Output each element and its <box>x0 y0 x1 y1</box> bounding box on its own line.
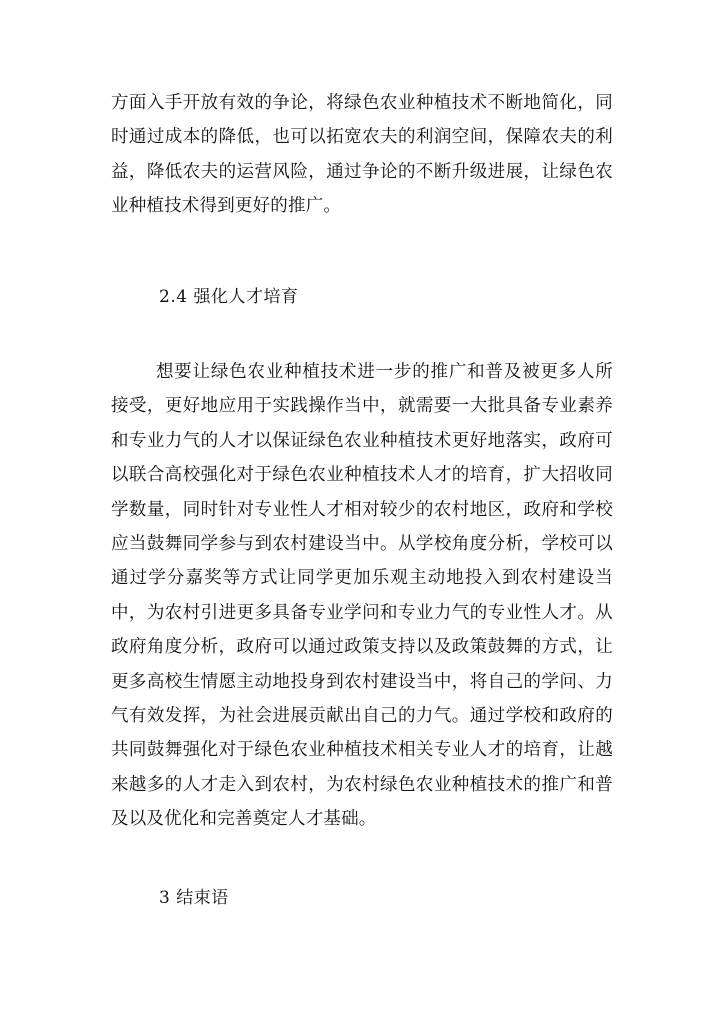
section-heading-3: 3 结束语 <box>159 888 229 908</box>
section-heading-2-4: 2.4 强化人才培育 <box>159 287 299 307</box>
body-paragraph: 方面入手开放有效的争论，将绿色农业种植技术不断地简化，同时通过成本的降低，也可以拓宽农夫的利润空间，保障农夫的利益，降低农夫的运营风险，通过争论的不断升级进展，让绿色农业种植技术得到更好的推广。 <box>111 93 613 217</box>
body-paragraph: 想要让绿色农业种植技术进一步的推广和普及被更多人所接受，更好地应用于实践操作当中，就需要一大批具备专业素养和专业力气的人才以保证绿色农业种植技术更好地落实，政府可以联合高校强化对于绿色农业种植技术人才的培育，扩大招收同学数量，同时针对专业性人才相对较少的农村地区，政府和学校应当鼓舞同学参与到农村建设当中。从学校角度分析，学校可以通过学分嘉奖等方式让同学更加乐观主动地投入到农村建设当中，为农村引进更多具备专业学问和专业力气的专业性人才。从政府角度分析，政府可以通过政策支持以及政策鼓舞的方式，让更多高校生情愿主动地投身到农村建设当中，将自己的学问、力气有效发挥，为社会进展贡献出自己的力气。通过学校和政府的共同鼓舞强化对于绿色农业种植技术相关专业人才的培育，让越来越多的人才走入到农村，为农村绿色农业种植技术的推广和普及以及优化和完善奠定人才基础。 <box>111 362 613 830</box>
